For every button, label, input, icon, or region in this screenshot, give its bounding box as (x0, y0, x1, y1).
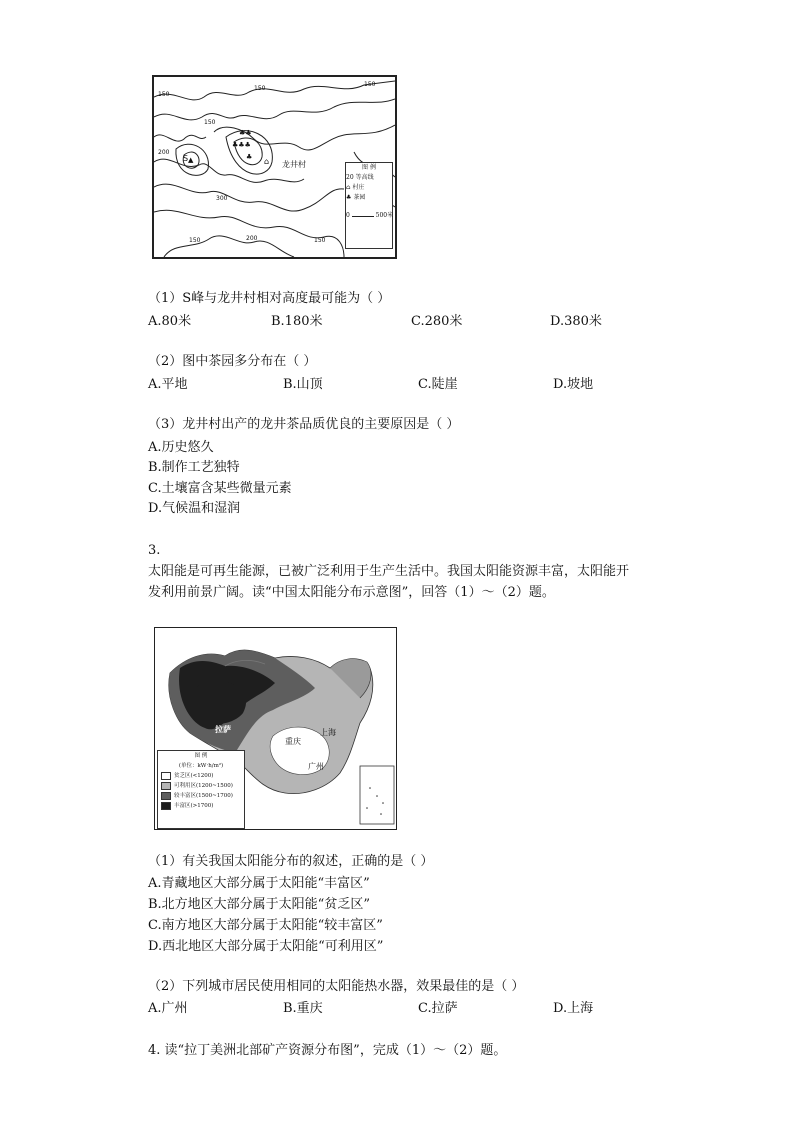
q3-sub2-option-b[interactable]: B.重庆 (283, 1001, 323, 1016)
q2-sub3-option-b[interactable]: B.制作工艺独特 (148, 460, 240, 475)
village-icon: ⌂ (346, 184, 351, 191)
contour-label: 150 (254, 85, 266, 92)
contour-label: 200 (246, 235, 258, 242)
q3-sub2-option-c[interactable]: C.拉萨 (418, 1001, 458, 1016)
tea-garden-icon: ♣♣♣ (232, 141, 251, 149)
q2-sub3-option-c[interactable]: C.土壤富含某些微量元素 (148, 481, 292, 496)
q2-sub3-option-d[interactable]: D.气候温和湿润 (148, 501, 241, 516)
q2-sub1-stem: （1）S峰与龙井村相对高度最可能为（ ） (148, 291, 391, 306)
scale-bar (346, 211, 392, 221)
q3-sub1-option-b[interactable]: B.北方地区大部分属于太阳能“贫乏区” (148, 897, 370, 912)
contour-label: 200 (158, 149, 170, 156)
contour-label: 150 (189, 237, 201, 244)
q2-sub1-option-b[interactable]: B.180米 (271, 314, 323, 329)
legend-swatch (161, 802, 171, 810)
scale-start: 0 (346, 212, 350, 219)
q3-sub1-option-a[interactable]: A.青藏地区大部分属于太阳能“丰富区” (148, 876, 370, 891)
q2-sub1-option-d[interactable]: D.380米 (550, 314, 602, 329)
q2-sub3-option-a[interactable]: A.历史悠久 (148, 440, 214, 455)
q3-sub2-option-a[interactable]: A.广州 (148, 1001, 188, 1016)
legend-swatch (161, 792, 171, 800)
legend-title: 图 例 (194, 753, 208, 759)
q3-sub1-option-d[interactable]: D.西北地区大部分属于太阳能“可利用区” (148, 939, 384, 954)
legend-label: 贫乏区(<1200) (174, 773, 214, 779)
city-label-shanghai: 上海 (320, 728, 336, 737)
q2-sub1-option-c[interactable]: C.280米 (411, 314, 463, 329)
tea-garden-icon: ♣ (246, 153, 253, 161)
legend-item-poor (158, 771, 244, 781)
village-icon: ⌂ (264, 157, 270, 166)
q2-sub2-option-c[interactable]: C.陡崖 (418, 377, 458, 392)
legend-label: 丰富区(>1700) (174, 803, 214, 809)
contour-label: 150 (314, 237, 326, 244)
contour-label: 150 (364, 81, 376, 88)
city-label-guangzhou: 广州 (308, 762, 324, 771)
q3-sub2-stem: （2）下列城市居民使用相同的太阳能热水器，效果最佳的是（ ） (148, 979, 525, 994)
city-label-chongqing: 重庆 (285, 737, 301, 746)
legend-item-contour (346, 173, 392, 183)
contour-label: 150 (158, 91, 170, 98)
q3-intro-line2: 发利用前景广阔。读“中国太阳能分布示意图”，回答（1）～（2）题。 (148, 585, 555, 600)
q2-sub2-option-d[interactable]: D.坡地 (553, 377, 594, 392)
tea-garden-icon: ♣ (346, 194, 352, 201)
legend-item-tea (346, 193, 392, 203)
q3-intro-line1: 太阳能是可再生能源，已被广泛利用于生产生活中。我国太阳能资源丰富，太阳能开 (148, 564, 630, 579)
legend-item-rich (158, 791, 244, 801)
q2-sub2-option-a[interactable]: A.平地 (148, 377, 188, 392)
legend-label: 茶园 (353, 194, 366, 201)
city-label-lhasa: 拉萨 (215, 725, 231, 734)
legend-item-village (346, 183, 392, 193)
scale-line (352, 216, 374, 217)
peak-triangle-icon: ▲ (188, 156, 194, 164)
tea-garden-icon: ♣♣ (239, 129, 252, 137)
legend-title: 图 例 (362, 164, 376, 171)
q3-number: 3. (148, 543, 161, 558)
legend-label: 等高线 (355, 174, 374, 181)
legend-item-usable (158, 781, 244, 791)
map1-legend (345, 162, 393, 249)
china-solar-map (154, 627, 397, 830)
q2-sub1-option-a[interactable]: A.80米 (148, 314, 192, 329)
contour-label: 150 (204, 119, 216, 126)
legend-swatch (161, 772, 171, 780)
q3-sub1-option-c[interactable]: C.南方地区大部分属于太阳能“较丰富区” (148, 918, 383, 933)
contour-label: 300 (216, 195, 228, 202)
q2-sub2-stem: （2）图中茶园多分布在（ ） (148, 354, 317, 369)
legend-label: 较丰富区(1500~1700) (174, 793, 233, 799)
village-label: 龙井村 (282, 160, 306, 169)
legend-item-very-rich (158, 801, 244, 811)
legend-label: 村庄 (352, 184, 365, 191)
legend-label: 可利用区(1200~1500) (174, 783, 233, 789)
q3-sub1-stem: （1）有关我国太阳能分布的叙述，正确的是（ ） (148, 854, 434, 869)
peak-label: S (183, 154, 189, 163)
legend-swatch (161, 782, 171, 790)
q2-sub3-stem: （3）龙井村出产的龙井茶品质优良的主要原因是（ ） (148, 417, 460, 432)
solar-legend (157, 750, 245, 829)
scale-end: 500米 (375, 212, 394, 219)
contour-sample: 20 (346, 174, 354, 181)
q3-sub2-option-d[interactable]: D.上海 (553, 1001, 594, 1016)
contour-map (152, 75, 397, 259)
q4-text: 4. 读“拉丁美洲北部矿产资源分布图”，完成（1）～（2）题。 (148, 1043, 507, 1058)
legend-unit: (单位：kW·h/m²) (178, 763, 224, 769)
q2-sub2-option-b[interactable]: B.山顶 (283, 377, 323, 392)
